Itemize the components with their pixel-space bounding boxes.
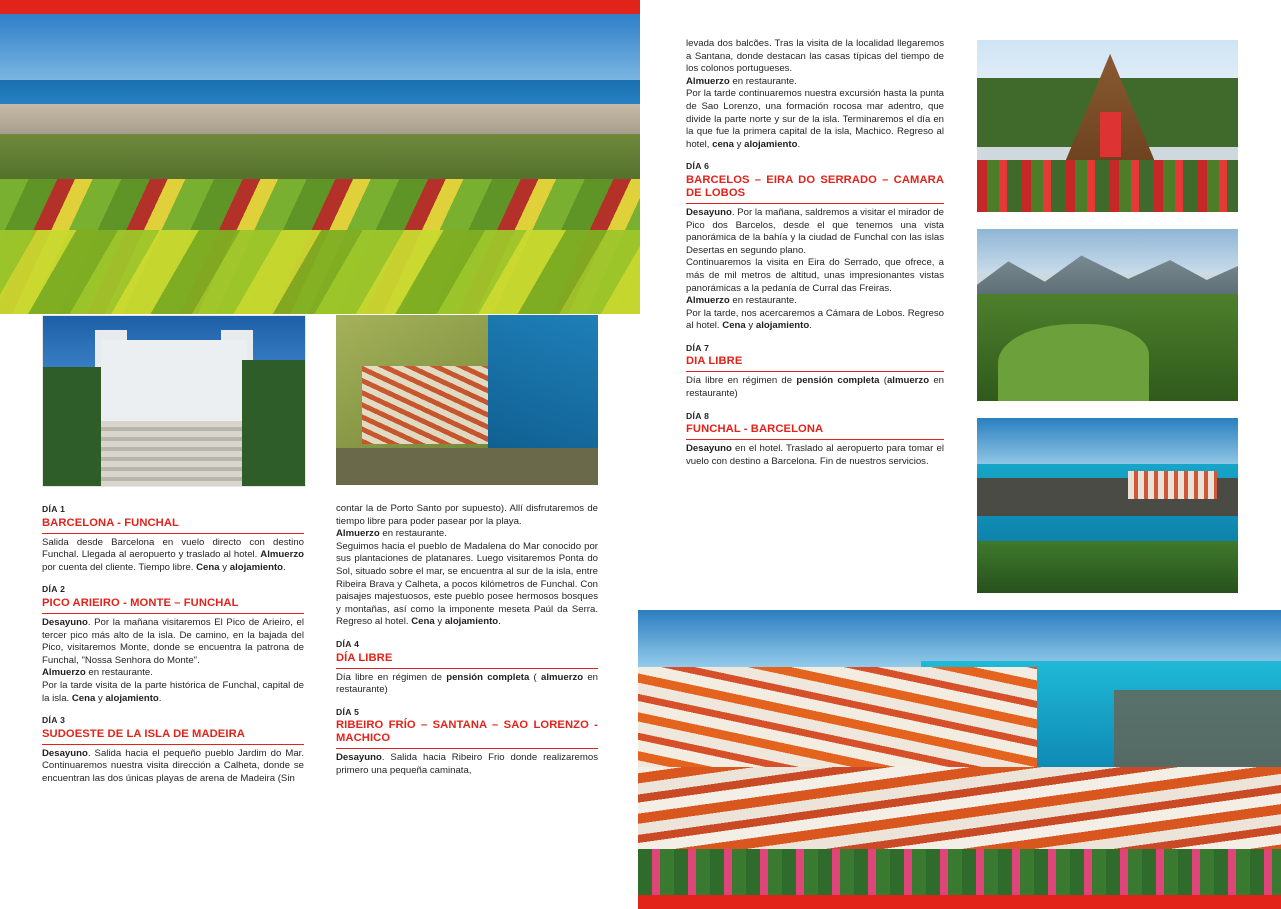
day-title: BARCELOS – EIRA DO SERRADO – CAMARA DE LOBOS [686, 174, 944, 204]
itinerary-paragraph [686, 88, 944, 151]
body-text: ( [879, 375, 887, 387]
itinerary-paragraph [686, 295, 944, 308]
body-text: y [734, 138, 745, 150]
body-text: . [797, 138, 801, 150]
itinerary-paragraph [686, 207, 944, 257]
body-text: . Por la mañana, saldremos a visitar el mirador de Pico dos Barcelos, desde el que tenemos una vista panorámica de la bahía y la ciudad de Funchal con las islas Desertas en segundo plano. [686, 206, 944, 256]
day-number-label: DÍA 7 [686, 342, 710, 353]
emphasis-text: Cena [71, 692, 96, 704]
itinerary-paragraph [336, 528, 598, 541]
itinerary-paragraph [686, 76, 944, 89]
emphasis-text: almuerzo [540, 671, 584, 683]
photo-coast-village-aerial [336, 315, 598, 485]
itinerary-column-right [686, 38, 944, 468]
body-text: en restaurante) [336, 671, 599, 696]
emphasis-text: Cena [722, 320, 746, 332]
photo-green-valley [977, 229, 1238, 401]
day-title: RIBEIRO FRÍO – SANTANA – SAO LORENZO - MACHICO [336, 719, 598, 749]
body-text: Salida desde Barcelona en vuelo directo con destino Funchal. Llegada al aeropuerto y traslado al hotel. [42, 536, 304, 561]
emphasis-text: Almuerzo [42, 667, 86, 679]
body-text: y [219, 561, 230, 573]
itinerary-paragraph [686, 308, 944, 333]
body-text: . [283, 561, 286, 573]
body-text: Por la tarde visita de la parte histórica de Funchal, capital de la isla. [42, 679, 304, 704]
itinerary-paragraph [336, 503, 598, 528]
body-text: en restaurante) [686, 375, 944, 400]
body-text: Continuaremos la visita en Eira do Serrado, que ofrece, a más de mil metros de altitud, unas impresionantes vistas panorámicas a la pedanía de Curral das Freiras. [686, 257, 944, 294]
body-text: en el hotel. Traslado al aeropuerto para tomar el vuelo con destino a Barcelona. Fin de nuestros servicios. [686, 443, 944, 467]
itinerary-paragraph [42, 617, 304, 667]
day-title: PICO ARIEIRO - MONTE – FUNCHAL [42, 597, 304, 614]
day-title: DÍA LIBRE [336, 652, 598, 669]
day-number-label: DÍA 3 [42, 715, 66, 726]
photo-camara-de-lobos [638, 610, 1281, 895]
body-text: en restaurante. [729, 75, 797, 87]
itinerary-paragraph [42, 667, 304, 680]
emphasis-text: Almuerzo [686, 295, 730, 307]
itinerary-paragraph [686, 257, 944, 295]
emphasis-text: Desayuno [336, 752, 382, 764]
itinerary-paragraph [42, 537, 304, 575]
emphasis-text: alojamiento [755, 320, 810, 332]
body-text: en restaurante. [729, 295, 797, 307]
emphasis-text: Cena [196, 561, 220, 573]
day-title: BARCELONA - FUNCHAL [42, 517, 304, 534]
itinerary-paragraph [42, 680, 304, 705]
body-text: en restaurante. [379, 528, 447, 540]
emphasis-text: Almuerzo [336, 528, 380, 540]
body-text: Día libre en régimen de [336, 671, 447, 683]
emphasis-text: alojamiento [444, 616, 499, 628]
day-number-label: DÍA 4 [336, 638, 360, 649]
emphasis-text: Desayuno [686, 206, 732, 218]
body-text: . [809, 320, 812, 332]
photo-monte-church [42, 315, 306, 487]
emphasis-text: Cena [411, 616, 435, 628]
photo-santana-house [977, 40, 1238, 212]
itinerary-paragraph [686, 38, 944, 76]
day-number-label: DÍA 1 [42, 504, 66, 514]
itinerary-paragraph [336, 752, 598, 777]
emphasis-text: Almuerzo [260, 549, 304, 561]
emphasis-text: pensión completa [446, 671, 530, 683]
body-text: y [745, 320, 756, 332]
body-text: ( [529, 671, 541, 683]
emphasis-text: pensión completa [796, 375, 880, 387]
body-text: y [95, 692, 106, 704]
body-text: . Salida hacia el pequeño pueblo Jardim do Mar. Continuaremos nuestra visita dirección a Calheta, donde se encuentran las dos únicas playas de arena de Madeira (Sin [42, 747, 304, 784]
emphasis-text: alojamiento [229, 561, 284, 573]
body-text: . Por la mañana visitaremos El Pico de Arieiro, el tercer pico más alto de la isla. De camino, en la bajada del Pico, visitaremos Monte, donde se encuentra la patrona de Funchal, "Nossa Senhora do Monte". [42, 616, 304, 666]
bottom-red-bar [638, 894, 1281, 909]
emphasis-text: Desayuno [42, 747, 88, 759]
itinerary-paragraph [336, 672, 598, 697]
body-text: y [434, 616, 445, 628]
body-text: . [498, 616, 501, 628]
emphasis-text: Desayuno [42, 616, 88, 628]
emphasis-text: cena [712, 138, 735, 150]
itinerary-paragraph [686, 443, 944, 468]
day-number-label: DÍA 8 [686, 410, 710, 421]
body-text: Seguimos hacia el pueblo de Madalena do Mar conocido por sus plantaciones de platanares. Luego visitaremos Ponta do Sol, situado sobre el mar, se encuentra al sur de la isla, entre Ribeira Brava y Calheta, a pocos kilómetros de Funchal. Con paisajes majestuosos, este pueblo posee hermosos bosques y montañas, así como la imponente meseta Paúl da Serra. Regreso al hotel. [336, 540, 598, 628]
itinerary-paragraph [42, 748, 304, 786]
body-text: Por la tarde, nos acercaremos a Cámara de Lobos. Regreso al hotel. [686, 307, 944, 332]
day-number-label: DÍA 6 [686, 161, 710, 172]
body-text: contar la de Porto Santo por supuesto). Allí disfrutaremos de tiempo libre para poder pasear por la playa. [336, 503, 598, 527]
day-number-label: DÍA 2 [42, 584, 66, 595]
emphasis-text: almuerzo [886, 375, 930, 387]
body-text: Día libre en régimen de [686, 375, 797, 387]
itinerary-column-middle [336, 503, 598, 778]
top-red-bar [0, 0, 640, 14]
emphasis-text: Desayuno [686, 443, 732, 455]
body-text: Por la tarde continuaremos nuestra excursión hasta la punta de Sao Lorenzo, una formación rocosa mar adentro, que divide la parte norte y sur de la isla. Terminaremos el día en la que fue la primera capital de la isla, Machico. Regreso al hotel, [686, 88, 944, 150]
emphasis-text: alojamiento [744, 138, 798, 150]
photo-blue-lagoon [977, 418, 1238, 593]
body-text: levada dos balcões. Tras la visita de la localidad llegaremos a Santana, donde destacan las casas típicas del tiempo de los colonos portugueses. [686, 38, 944, 75]
body-text: . Salida hacia Ribeiro Frio donde realizaremos primero una pequeña caminata, [336, 752, 598, 776]
day-title: DIA LIBRE [686, 355, 944, 372]
photo-funchal-bay-gardens [0, 14, 640, 314]
body-text: por cuenta del cliente. Tiempo libre. [42, 561, 197, 573]
day-number-label: DÍA 5 [336, 706, 360, 717]
day-title: SUDOESTE DE LA ISLA DE MADEIRA [42, 728, 304, 745]
itinerary-paragraph [336, 541, 598, 629]
emphasis-text: Almuerzo [686, 75, 730, 87]
body-text: en restaurante. [85, 667, 153, 679]
itinerary-paragraph [686, 375, 944, 400]
body-text: . [158, 692, 162, 704]
itinerary-column-left [42, 503, 304, 786]
emphasis-text: alojamiento [105, 692, 159, 704]
day-title: FUNCHAL - BARCELONA [686, 423, 944, 440]
